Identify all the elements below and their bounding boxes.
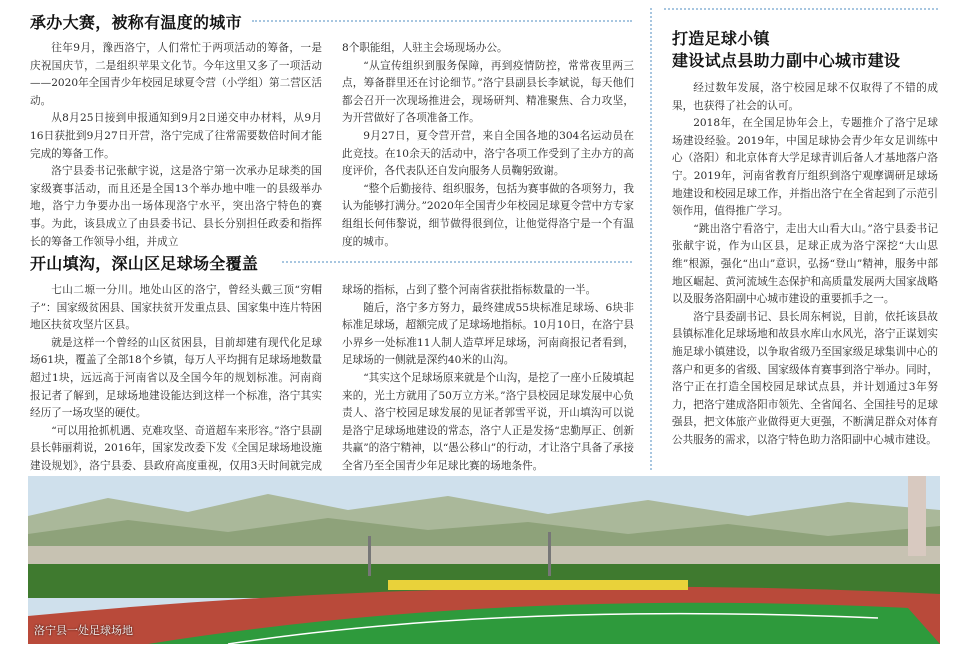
paragraph: “可以用抢抓机遇、克难攻坚、奇道超车来形容。”洛宁县副县长韩丽莉说，2016年，国家发改委下发《全国足球场地设施建设规划》，洛宁县委、县政府高度重视，仅用3天时间就完成 <box>30 424 322 472</box>
paragraph: “跳出洛宁看洛宁，走出大山看大山。”洛宁县委书记张献宇说，作为山区县，足球正成为洛宁深挖“大山思维”根源，强化“出山”意识，弘扬“登山”精神，服务中部地区崛起、黄河流域生态保护和高质量发展两大国家战略以及服务洛阳副中心城市建设的重要抓手之一。 <box>672 222 938 306</box>
paragraph: “整个后勤接待、组织服务，包括为赛事做的各项努力，我认为能够打满分。”2020年全国青少年校园足球夏令营中方专家组组长何伟黎说，细节做得很到位，让他觉得洛宁是一个有温度的城市。 <box>342 182 634 248</box>
football-field-illustration <box>28 476 940 644</box>
section2-title: 开山填沟，深山区足球场全覆盖 <box>30 254 259 273</box>
section3-title-line2: 建设试点县助力副中心城市建设 <box>672 51 901 70</box>
paragraph: 往年9月，豫西洛宁，人们常忙于两项活动的筹备，一是庆祝国庆节，二是组织苹果文化节。今年这里又多了一项活动——2020年全国青少年校园足球夏令营（小学组）第二营区活动。 <box>30 42 322 107</box>
paragraph: 9月27日，夏令营开营，来自全国各地的304名运动员在此竞技。在10余天的活动中，洛宁各项工作受到了主办方的高度评价，各代表队还自发向服务人员鞠躬致谢。 <box>342 129 634 178</box>
section1-title-rule <box>252 20 632 22</box>
paragraph: 2018年，在全国足协年会上，专题推介了洛宁足球场建设经验。2019年，中国足球协会青少年女足训练中心（洛阳）和北京体育大学足球青训后备人才基地落户洛宁。2019年，河南省教育厅组织到洛宁观摩调研足球场地建设和校园足球工作，并指出洛宁在全省起到了示范引领作用，值得推广学习。 <box>672 117 938 218</box>
column-divider <box>650 8 652 470</box>
paragraph: 洛宁县委副书记、县长周东柯说，目前，依托该县故县镇标准化足球场地和故县水库山水风光，洛宁正谋划实施足球小镇建设，以争取省级乃至国家级足球集训中心的落户和更多的省级、国家级体育赛事到洛宁举办。同时，洛宁正在打造全国校园足球试点县，并计划通过3年努力，把洛宁建成洛阳市领先、全省闻名、全国挂号的足球强县，把文体旅产业做得更大更强，不断满足群众对体育公共服务的需求，以洛宁特色助力洛阳副中心城市建设。 <box>672 310 938 446</box>
photo-caption: 洛宁县一处足球场地 <box>34 624 133 637</box>
paragraph: 洛宁县委书记张献宇说，这是洛宁第一次承办足球类的国家级赛事活动，而且还是全国13个举办地中唯一的县级举办地，洛宁力争要办出一场体现洛宁水平，突出洛宁特色的赛事。为此，该县成立了由县委书记、县长分别担任政委和指挥长的筹备工作领导小组，并成立 <box>30 165 322 248</box>
section3-column <box>672 80 938 449</box>
section3-title-line1: 打造足球小镇 <box>672 29 770 48</box>
paragraph: “从宣传组织到服务保障，再到疫情防控，常常夜里两三点，筹备群里还在讨论细节。”洛宁县副县长李斌说，每天他们都会召开一次现场推进会，现场研判、精准聚焦、合力攻坚，为开营做好了各项准备工作。 <box>342 59 634 125</box>
football-field-photo <box>28 476 940 644</box>
section2-column-b <box>342 282 634 476</box>
paragraph: 经过数年发展，洛宁校园足球不仅取得了不错的成果，也获得了社会的认可。 <box>672 82 938 112</box>
paragraph: 随后，洛宁多方努力，最终建成55块标准足球场、6块非标准足球场，超额完成了足球场地指标。10月10日，在洛宁县小界乡一处标准11人制人造草坪足球场，河南商报记者看到，足球场的一侧就是深约40米的山沟。 <box>342 301 634 367</box>
section3-title-rule <box>664 8 938 10</box>
paragraph: 七山二塬一分川。地处山区的洛宁，曾经头戴三顶“穷帽子”：国家级贫困县、国家扶贫开发重点县、国家集中连片特困地区扶贫攻坚片区县。 <box>30 284 322 332</box>
section1-column-a <box>30 40 322 251</box>
paragraph: 球场的指标，占到了整个河南省获批指标数量的一半。 <box>342 284 597 296</box>
paragraph: 从8月25日接到申报通知到9月2日递交申办材料，从9月16日获批到9月27日开营，洛宁完成了往常需要数倍时间才能完成的筹备工作。 <box>30 112 322 160</box>
paragraph: 8个职能组，人驻主会场现场办公。 <box>342 42 508 54</box>
section2-column-a <box>30 282 322 493</box>
section2-title-rule <box>282 261 632 263</box>
paragraph: 就是这样一个曾经的山区贫困县，目前却建有现代化足球场61块，覆盖了全部18个乡镇，每万人平均拥有足球场地数量超过1块，远远高于河南省以及全国今年的规划标准。河南商报记者了解到，足球场地建设能达到这样一个标准，洛宁其实经历了一场攻坚的硬仗。 <box>30 336 322 420</box>
section1-title: 承办大赛，被称有温度的城市 <box>30 13 242 32</box>
paragraph: “其实这个足球场原来就是个山沟，是挖了一座小丘陵填起来的，光土方就用了50万立方米。”洛宁县校园足球发展中心负责人、洛宁校园足球发展的见证者郭雪平说，开山填沟可以说是洛宁足球场地建设的常态，洛宁人正是发扬“忠勤厚正、创新共赢”的洛宁精神，以“愚公移山”的行动，才让洛宁具备了承接全省乃至全国青少年足球比赛的场地条件。 <box>342 371 634 472</box>
section1-column-b <box>342 40 634 251</box>
